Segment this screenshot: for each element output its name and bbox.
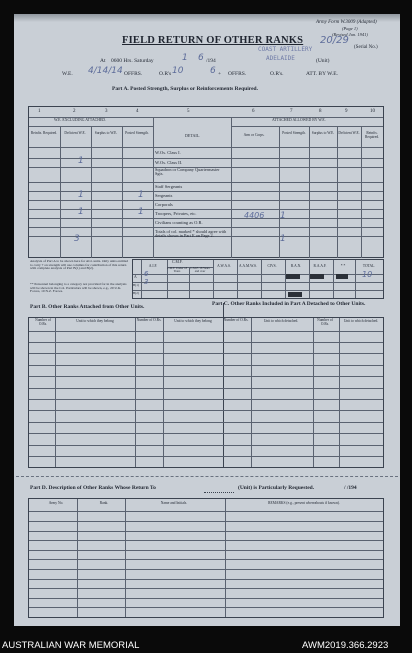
ruled-line: [29, 550, 383, 551]
form-ref-line1: Army Form W.3009 (Adapted): [316, 20, 377, 25]
analysis-row-label: B(1): [133, 283, 139, 287]
year-label: /194: [206, 58, 216, 64]
part-d-table: [28, 498, 384, 618]
part-a-heading: Part A. Posted Strength, Surplus or Reinforcements Required.: [112, 86, 258, 92]
c-col-header: Unit to which detached.: [343, 319, 379, 323]
ruled-line: [29, 353, 383, 354]
hw-analysis: 6: [144, 270, 149, 278]
ruled-line: [29, 456, 383, 457]
offrs-value: 10: [172, 66, 184, 76]
part-d-heading: Part D. Description of Other Ranks Whose Return To: [30, 485, 156, 491]
ruled-line: [29, 410, 383, 411]
ruled-line: [29, 598, 383, 599]
detail-row: Corporals: [155, 202, 173, 207]
detail-row: Troopers, Privates, etc.: [155, 211, 197, 216]
att-label: ATT. BY W.E.: [306, 71, 338, 77]
analysis-note: ** Personnel belonging to a category not provided for in the analysis will be shown in the Col. Particulars will be shown, e.g., 20 U.K. Forces, 10 N.Z. Forces.: [30, 282, 127, 293]
col-number: 4: [136, 109, 139, 114]
c-col-header: Number of O.Rs.: [223, 318, 249, 322]
col-number: 1: [38, 109, 41, 114]
ruled-line: [29, 365, 383, 366]
col-number: 6: [252, 109, 255, 114]
detail-row: W.Os. Class II.: [155, 160, 183, 165]
analysis-col-header: R.A.N.: [290, 264, 302, 268]
d-col-header: Army No.: [48, 501, 64, 505]
ruled-line: [29, 399, 383, 400]
col-number: 9: [345, 109, 348, 114]
hw-mark: 1: [138, 207, 144, 217]
date-day: 1: [182, 53, 188, 63]
right-col-header: Deficient W.E.: [338, 131, 360, 135]
detail-row: Civilians counting as O.R.: [155, 220, 203, 225]
hw-mark: 1: [138, 190, 144, 200]
footer-credit: AUSTRALIAN WAR MEMORIAL: [2, 640, 140, 651]
left-col-header: Reinfts. Required.: [30, 131, 58, 135]
form-ref-line2: (Page 1): [342, 26, 358, 31]
group-right-header: ATTACHED ALLOWED BY W.E.: [272, 118, 326, 122]
ruled-line: [29, 388, 383, 389]
analysis-col-header: TOTAL.: [362, 264, 376, 268]
ruled-line: [29, 540, 383, 541]
hw-total-analysis: 10: [362, 270, 373, 279]
ruled-line: [29, 559, 383, 560]
right-col-header: Reinfts. Required.: [364, 131, 380, 139]
right-col-header: Posted Strength.: [282, 131, 306, 135]
parts-bc-table: [28, 317, 384, 468]
ruled-line: [29, 376, 383, 377]
left-col-header: Surplus to W.E.: [94, 131, 118, 135]
analysis-row-label: A: [134, 275, 137, 279]
d-col-header: Name and Initials.: [160, 501, 188, 505]
unit-label: (Unit): [316, 58, 330, 64]
part-d-tail: (Unit) is Particularly Requested.: [238, 485, 315, 491]
hw-mark: 1: [280, 234, 286, 244]
detail-row: Squadron or Company Quartermaster Sgts.: [155, 167, 220, 177]
analysis-col-header: C.M.F. Under 18 Years: [166, 266, 188, 273]
detail-row-total: Totals of col. marked * should agree with details shown in Part E on Page 2.: [155, 229, 227, 239]
col-number: 8: [319, 109, 322, 114]
ors-value: 6: [210, 66, 216, 76]
part-b-heading: Part B. Other Ranks Attached from Other Units.: [30, 304, 145, 310]
date-month: 6: [198, 53, 204, 63]
col-number: 5: [187, 109, 190, 114]
ruled-line: [29, 445, 383, 446]
left-col-header: Posted Strength.: [125, 131, 149, 135]
footer-accession: AWM2019.366.2923: [302, 640, 389, 651]
ruled-line: [29, 588, 383, 589]
cmf-header: C.M.F.: [172, 260, 183, 264]
analysis-col-header: A.I.F.: [148, 264, 158, 268]
hw-total: 3: [74, 234, 80, 244]
offrs2-label: OFFRS.: [228, 71, 247, 77]
stamp-adelaide: ADELAIDE: [266, 55, 295, 62]
analysis-col-header: A.W.A.S.: [217, 264, 231, 268]
stamp-coast-artillery: COAST ARTILLERY: [258, 46, 313, 53]
hw-analysis: 3: [144, 278, 149, 286]
b-col-header: Unit to which they belong: [76, 319, 114, 323]
hw-mark: 1: [78, 190, 84, 200]
b-col-header: Number of O.Rs.: [35, 318, 51, 326]
form-ref-line3: (Revised Jun. 1941): [332, 32, 368, 37]
detail-row: W.Os. Class I.: [155, 150, 181, 155]
col-number: 3: [105, 109, 108, 114]
we-label: W.E.: [62, 71, 73, 77]
ruled-line: [29, 579, 383, 580]
analysis-text: Analysis of Part A to be shown here for ALL units. Only units entitled to carry 7 on strength will use columns for contribution of this return with complete analysis of Part B(1) and B(2).: [30, 259, 129, 270]
part-d-date: / /194: [344, 485, 357, 491]
analysis-col-header: CIVS.: [267, 264, 277, 268]
b-col-header: Number of O.Rs.: [136, 318, 162, 322]
redaction-block: [288, 292, 302, 297]
col-number: 7: [290, 109, 293, 114]
hw-civ: 4406: [244, 211, 265, 220]
analysis-row-label: B(2): [133, 291, 139, 295]
form-sheet: [14, 14, 400, 626]
analysis-col-header: R.A.A.F.: [313, 264, 327, 268]
col-number: 2: [73, 109, 76, 114]
detail-row: Staff Sergeants: [155, 184, 183, 189]
ors2-label: O.R's.: [270, 71, 284, 77]
right-col-header: Arm or Corps.: [243, 133, 265, 137]
serial-label: (Serial No.): [354, 45, 378, 50]
col-number: 10: [370, 109, 375, 114]
hw-mark: 1: [280, 211, 286, 221]
ors-label: O.R's: [159, 71, 172, 77]
page-title: FIELD RETURN OF OTHER RANKS: [122, 35, 304, 46]
c-col-header: Number of O.Rs.: [317, 318, 333, 326]
plus-sign: +: [218, 71, 222, 77]
analysis-col-header: * *: [340, 264, 346, 268]
ruled-line: [29, 569, 383, 570]
analysis-col-header: C.M.F. 18 Years and over: [190, 266, 210, 273]
analysis-col-header: A.A.M.W.S.: [239, 264, 257, 268]
hw-mark: 1: [78, 207, 84, 217]
detail-row: Sergeants: [155, 193, 173, 198]
redaction-block: [336, 274, 348, 279]
ruled-line: [29, 521, 383, 522]
right-col-header: Surplus to W.E.: [311, 131, 335, 135]
b-col-header: Unit to which they belong: [174, 319, 212, 323]
ruled-line: [29, 422, 383, 423]
part-c-heading: Part C. Other Ranks Included in Part A Detached to Other Units.: [212, 301, 366, 307]
ruled-line: [29, 531, 383, 532]
ruled-line: [29, 607, 383, 608]
redaction-block: [286, 274, 300, 279]
hw-mark: 1: [78, 156, 84, 166]
we-value: 4/14/14: [88, 66, 123, 76]
ruled-line: [29, 433, 383, 434]
at-label: At: [100, 58, 106, 64]
serial-handwritten: 20/29: [320, 35, 349, 46]
group-left-header: W.E. EXCLUDING ATTACHED.: [54, 118, 106, 122]
d-col-header: Rank.: [99, 501, 109, 505]
perforation-line: [16, 476, 398, 477]
time-label: 0600 Hrs. Saturday: [111, 58, 154, 64]
offrs-label: OFFRS.: [124, 71, 143, 77]
redaction-block: [310, 274, 324, 279]
left-col-header: Deficient W.E.: [64, 131, 86, 135]
detail-header: DETAIL.: [185, 133, 201, 138]
c-col-header: Unit to which detached.: [263, 319, 299, 323]
d-col-header: REMARKS (e.g., present whereabouts if known).: [268, 501, 340, 505]
ruled-line: [29, 342, 383, 343]
